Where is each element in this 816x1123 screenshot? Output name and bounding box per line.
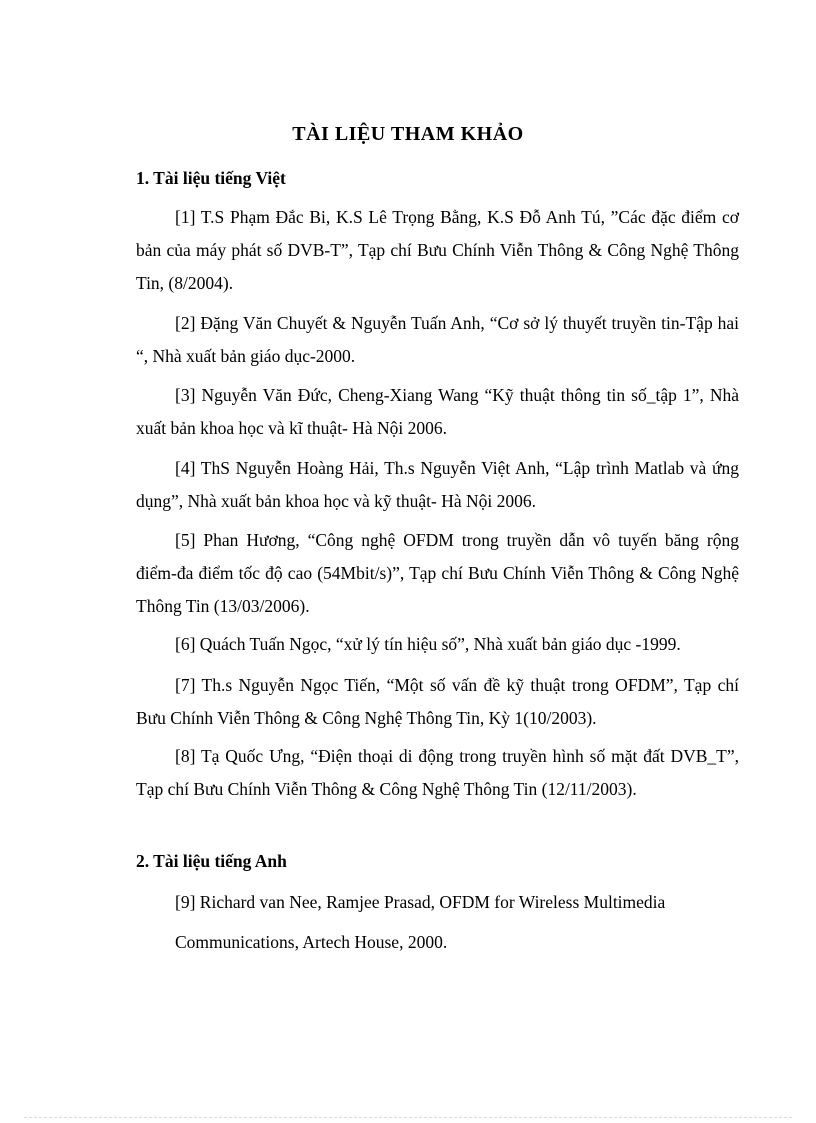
section-heading-vietnamese: 1. Tài liệu tiếng Việt bbox=[136, 168, 286, 188]
page-bottom-divider bbox=[24, 1117, 792, 1118]
reference-item-9: [9] Richard van Nee, Ramjee Prasad, OFDM for Wireless Multimedia Communications, Artech House, 2000. bbox=[175, 892, 666, 952]
reference-item-6: [6] Quách Tuấn Ngọc, “xử lý tín hiệu số”, Nhà xuất bản giáo dục -1999. bbox=[175, 634, 681, 654]
reference-item-4: [4] ThS Nguyễn Hoàng Hải, Th.s Nguyễn Việt Anh, “Lập trình Matlab và ứng dụng”, Nhà xuất bản khoa học và kỹ thuật- Hà Nội 2006. bbox=[136, 458, 739, 511]
reference-item-8: [8] Tạ Quốc Ưng, “Điện thoại di động trong truyền hình số mặt đất DVB_T”, Tạp chí Bưu Chính Viễn Thông & Công Nghệ Thông Tin (12/11/2003). bbox=[136, 746, 739, 799]
reference-item-1: [1] T.S Phạm Đắc Bi, K.S Lê Trọng Bằng, K.S Đỗ Anh Tú, ”Các đặc điểm cơ bản của máy phát số DVB-T”, Tạp chí Bưu Chính Viễn Thông & Công Nghệ Thông Tin, (8/2004). bbox=[136, 207, 739, 293]
page-title: TÀI LIỆU THAM KHẢO bbox=[292, 123, 524, 145]
reference-item-2: [2] Đặng Văn Chuyết & Nguyễn Tuấn Anh, “Cơ sở lý thuyết truyền tin-Tập hai “, Nhà xuất bản giáo dục-2000. bbox=[136, 313, 739, 366]
section-heading-english: 2. Tài liệu tiếng Anh bbox=[136, 851, 287, 871]
reference-item-7: [7] Th.s Nguyễn Ngọc Tiến, “Một số vấn đề kỹ thuật trong OFDM”, Tạp chí Bưu Chính Viễn Thông & Công Nghệ Thông Tin, Kỳ 1(10/2003). bbox=[136, 675, 739, 728]
reference-item-3: [3] Nguyễn Văn Đức, Cheng-Xiang Wang “Kỹ thuật thông tin số_tập 1”, Nhà xuất bản khoa học và kĩ thuật- Hà Nội 2006. bbox=[136, 385, 739, 438]
reference-item-5: [5] Phan Hương, “Công nghệ OFDM trong truyền dẫn vô tuyến băng rộng điểm-đa điểm tốc độ cao (54Mbit/s)”, Tạp chí Bưu Chính Viễn Thông & Công Nghệ Thông Tin (13/03/2006). bbox=[136, 530, 739, 616]
